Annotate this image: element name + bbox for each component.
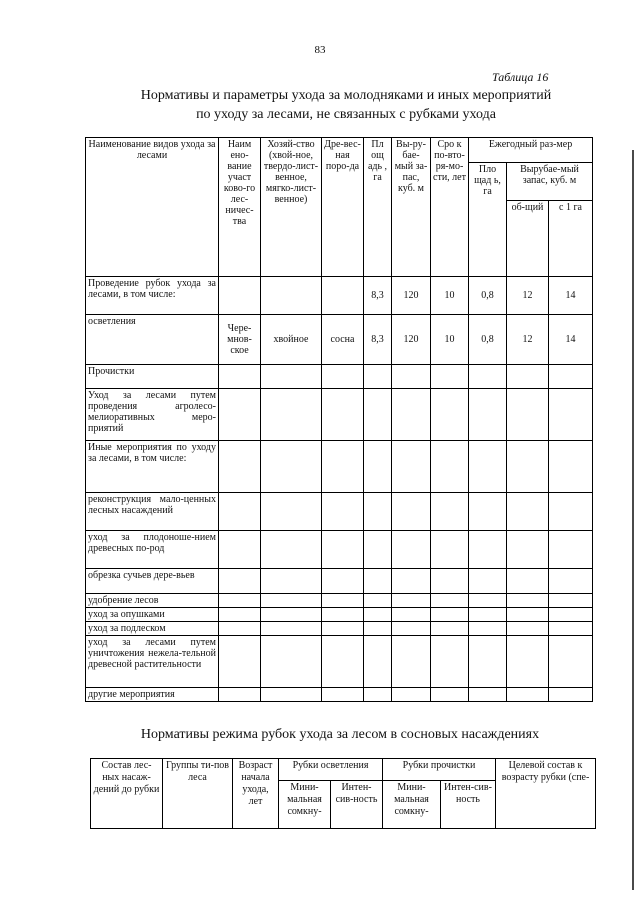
- header-min-density: Мини-мальная сомкну-: [279, 781, 331, 829]
- title-line-2: по уходу за лесами, не связанных с рубками ухода: [196, 107, 496, 122]
- header-stock: Вы-ру-бае-мый за-пас, куб. м: [392, 138, 431, 277]
- header-total: об-щий: [507, 201, 549, 277]
- table-label: Таблица 16: [492, 70, 549, 84]
- row-total: 12: [507, 277, 549, 315]
- header-annual-stock: Вырубае-мый запас, куб. м: [507, 163, 593, 201]
- row-name: уход за лесами путем уничтожения нежела-тельной древесной растительности: [86, 636, 219, 688]
- row-name: обрезка сучьев дере-вьев: [86, 569, 219, 594]
- table-title: [76, 86, 616, 124]
- header-min-density: Мини-мальная сомкну-: [383, 781, 441, 829]
- row-section: [261, 277, 322, 315]
- header-age: Возраст начала ухода, лет: [233, 759, 279, 829]
- row-name: реконструкция мало-ценных лесных насаждений: [86, 493, 219, 531]
- title-line-1: Нормативы и параметры ухода за молодняками и иных мероприятий: [140, 88, 552, 103]
- row-name: Иные мероприятия по уходу за лесами, в том числе:: [86, 441, 219, 493]
- row-area: 8,3: [364, 277, 392, 315]
- header-forestry: Наим ено-вание участ ково-го лес-ничес-тва: [219, 138, 261, 277]
- header-annual: Ежегодный раз-мер: [469, 138, 593, 163]
- row-term: 10: [431, 315, 469, 365]
- header-species: Дре-вес-ная поро-да: [322, 138, 364, 277]
- row-species: сосна: [322, 315, 364, 365]
- row-forestry: [219, 277, 261, 315]
- header-area: Пл ощ адь , га: [364, 138, 392, 277]
- row-stock: 120: [392, 277, 431, 315]
- row-name: уход за опушками: [86, 608, 219, 622]
- row-name: уход за подлеском: [86, 622, 219, 636]
- header-composition: Состав лес-ных насаж-дений до рубки: [91, 759, 163, 829]
- row-annual-area: 0,8: [469, 315, 507, 365]
- header-section: Хозяй-ство (хвой-ное, твердо-лист-венное, мягко-лист-венное): [261, 138, 322, 277]
- row-name: Уход за лесами путем проведения агролесо-мелиоративных меро-приятий: [86, 389, 219, 441]
- row-name: другие мероприятия: [86, 688, 219, 702]
- row-name: Прочистки: [86, 365, 219, 389]
- scan-edge: [632, 150, 634, 890]
- row-total: 12: [507, 315, 549, 365]
- row-name: Проведение рубок ухода за лесами, в том числе:: [86, 277, 219, 315]
- header-target: Целевой состав к возрасту рубки (спе-: [496, 759, 596, 829]
- row-name: уход за плодоноше-нием древесных по-род: [86, 531, 219, 569]
- header-thinning: Рубки прочистки: [383, 759, 496, 781]
- row-species: [322, 277, 364, 315]
- row-stock: 120: [392, 315, 431, 365]
- thinning-regime-table: [90, 758, 596, 829]
- row-forestry: Чере-мнов-ское: [219, 315, 261, 365]
- header-intensity: Интен-сив-ность: [441, 781, 496, 829]
- header-intensity: Интен-сив-ность: [331, 781, 383, 829]
- header-annual-area: Пло щад ь, га: [469, 163, 507, 277]
- row-per-ha: 14: [549, 277, 593, 315]
- header-forest-groups: Группы ти-пов леса: [163, 759, 233, 829]
- row-term: 10: [431, 277, 469, 315]
- header-name: Наименование видов ухода за лесами: [86, 138, 219, 277]
- row-name: осветления: [86, 315, 219, 365]
- row-section: хвойное: [261, 315, 322, 365]
- care-norms-table: [85, 137, 593, 702]
- header-per-ha: с 1 га: [549, 201, 593, 277]
- row-area: 8,3: [364, 315, 392, 365]
- second-table-title: Нормативы режима рубок ухода за лесом в сосновых насаждениях: [140, 727, 540, 742]
- header-cleaning: Рубки осветления: [279, 759, 383, 781]
- row-per-ha: 14: [549, 315, 593, 365]
- row-name: удобрение лесов: [86, 594, 219, 608]
- header-term: Сро к по-вто-ря-мо-сти, лет: [431, 138, 469, 277]
- page-number: 83: [314, 44, 326, 56]
- row-annual-area: 0,8: [469, 277, 507, 315]
